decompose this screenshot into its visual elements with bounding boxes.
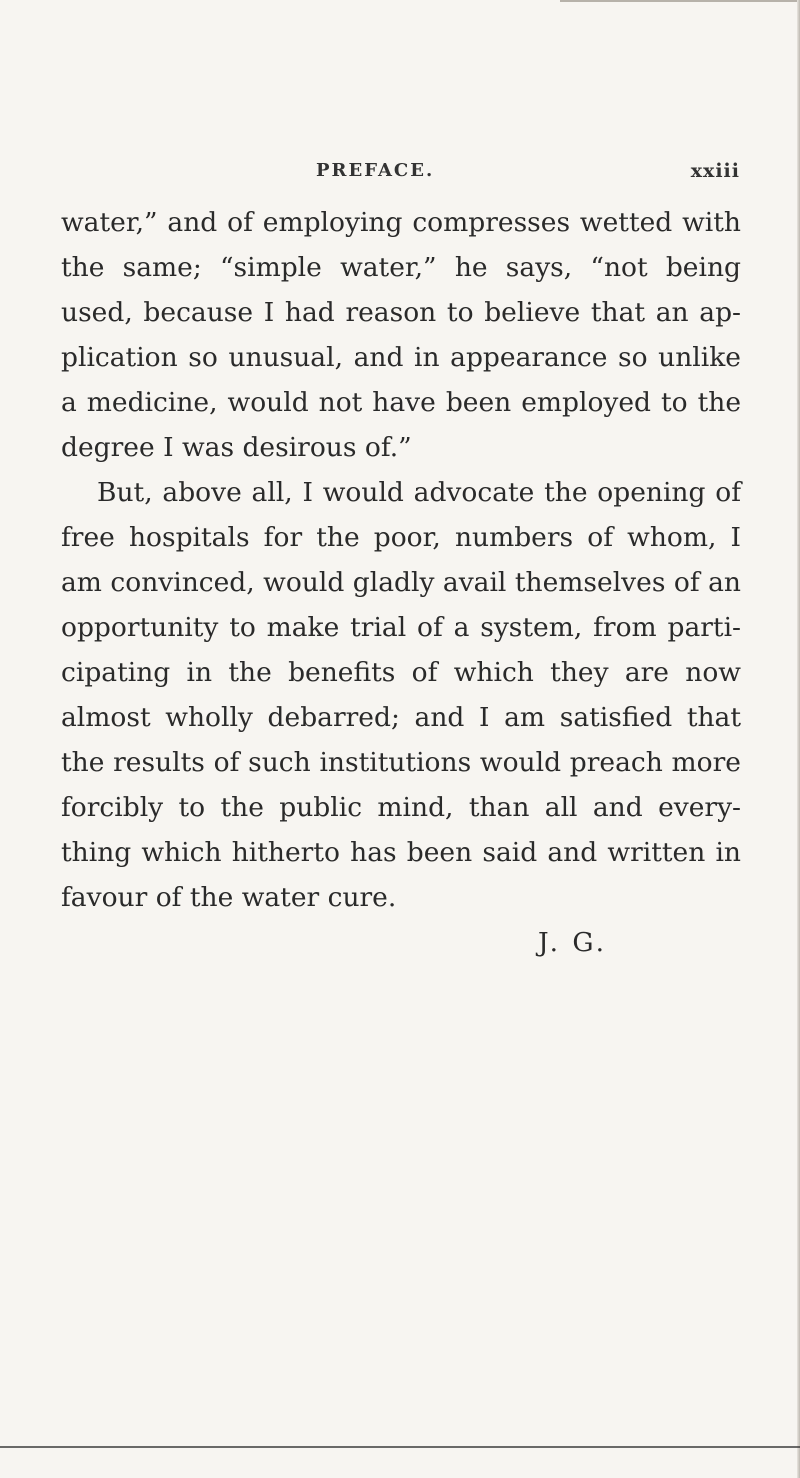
text-line: forcibly to the public mind, than all and every- bbox=[61, 792, 741, 823]
text-line: plication so unusual, and in appearance so unlike bbox=[61, 342, 741, 373]
text-line: favour of the water cure. bbox=[61, 882, 397, 913]
scan-edge-bottom bbox=[0, 1446, 800, 1448]
text-line: cipating in the benefits of which they are now bbox=[61, 657, 741, 688]
paragraph-start-line: But, above all, I would advocate the opening of bbox=[97, 477, 741, 508]
running-head bbox=[0, 160, 800, 190]
text-line: opportunity to make trial of a system, from parti- bbox=[61, 612, 741, 643]
text-line: almost wholly debarred; and I am satisfied that bbox=[61, 702, 741, 733]
text-line: a medicine, would not have been employed to the bbox=[61, 387, 741, 418]
scan-edge-top bbox=[560, 0, 800, 2]
text-line: free hospitals for the poor, numbers of whom, I bbox=[61, 522, 741, 553]
text-line: degree I was desirous of.” bbox=[61, 432, 412, 463]
author-signature: J. G. bbox=[538, 927, 608, 958]
running-title: PREFACE. bbox=[316, 160, 435, 181]
text-line: the same; “simple water,” he says, “not being bbox=[61, 252, 741, 283]
body-text bbox=[61, 200, 741, 965]
text-line: the results of such institutions would preach more bbox=[61, 747, 741, 778]
text-line: thing which hitherto has been said and written in bbox=[61, 837, 741, 868]
page-number: xxiii bbox=[690, 160, 740, 182]
text-line: used, because I had reason to believe that an ap- bbox=[61, 297, 741, 328]
text-line: water,” and of employing compresses wetted with bbox=[61, 207, 741, 238]
text-line: am convinced, would gladly avail themselves of an bbox=[61, 567, 741, 598]
